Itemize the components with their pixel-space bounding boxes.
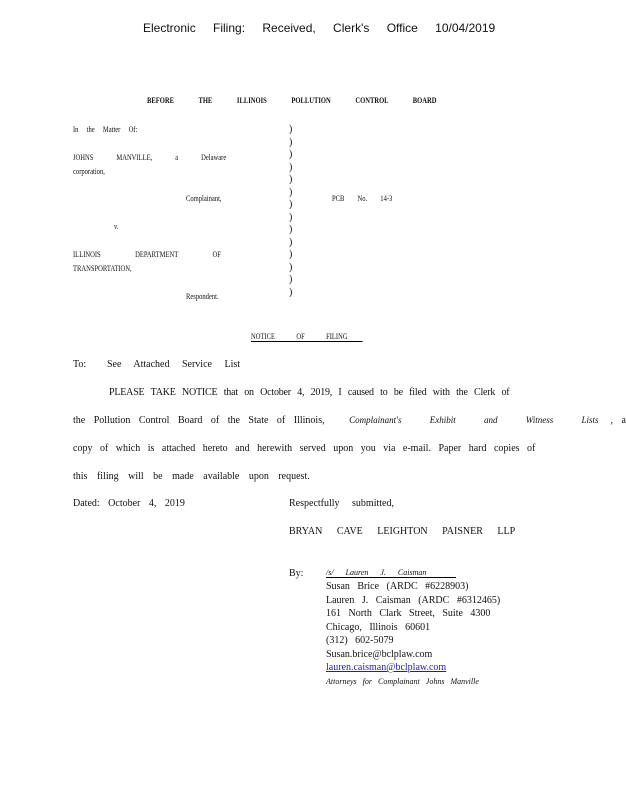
dated-line: Dated: October 4, 2019 (73, 498, 185, 509)
paren: ) (289, 136, 293, 148)
paren: ) (289, 249, 293, 260)
notice-body-line3: copy of which is attached hereto and herewith served upon you via e-mail. Paper hard copies of (73, 443, 536, 454)
attorney-contact-block (326, 580, 500, 688)
complainant-name-line1: JOHNS MANVILLE, a Delaware (73, 153, 227, 162)
in-the-matter: In the Matter Of: (73, 125, 138, 134)
to-value: See Attached Service List (107, 359, 241, 370)
paren: ) (289, 211, 293, 223)
paren: ) (289, 261, 293, 273)
email-line: Susan.brice@bclplaw.com (326, 648, 433, 660)
respondent-name-line2: TRANSPORTATION, (73, 264, 132, 273)
by-label: By: (289, 568, 304, 579)
versus: v. (114, 222, 119, 231)
body-line2-end: , a (610, 415, 626, 426)
filing-stamp: Electronic Filing: Received, Clerk's Office 10/04/2019 (143, 21, 496, 35)
e-signature: /s/ Lauren J. Caisman (326, 568, 456, 578)
email-link[interactable]: lauren.caisman@bclplaw.com (326, 662, 447, 673)
respondent-name-line1: ILLINOIS DEPARTMENT OF (73, 250, 221, 259)
respectfully-submitted: Respectfully submitted, (289, 498, 394, 509)
board-title: BEFORE THE ILLINOIS POLLUTION CONTROL BOARD (147, 96, 437, 105)
body-line2-start: the Pollution Control Board of the State of Illinois, (73, 415, 325, 426)
paren: ) (289, 161, 293, 173)
paren: ) (289, 174, 293, 185)
address-line: 161 North Clark Street, Suite 4300 (326, 608, 491, 619)
paren: ) (289, 274, 293, 285)
law-firm-name: BRYAN CAVE LEIGHTON PAISNER LLP (289, 526, 516, 537)
attorney-line: Lauren J. Caisman (ARDC #6312465) (326, 594, 501, 606)
exhibit-title: Complainant's Exhibit and Witness Lists (349, 415, 599, 425)
notice-body-line2 (73, 415, 626, 426)
respondent-role: Respondent. (186, 292, 219, 301)
complainant-role: Complainant, (186, 194, 222, 203)
paren: ) (289, 236, 293, 248)
paren: ) (289, 199, 293, 210)
notice-title: NOTICE OF FILING (251, 332, 362, 342)
paren: ) (289, 286, 293, 298)
paren: ) (289, 224, 293, 235)
notice-body-line4: this filing will be made available upon request. (73, 471, 310, 482)
city-line: Chicago, Illinois 60601 (326, 621, 431, 633)
complainant-name-line2: corporation, (73, 167, 105, 176)
attorneys-for: Attorneys for Complainant Johns Manville (326, 676, 479, 686)
phone-line: (312) 602-5079 (326, 635, 394, 646)
to-label: To: (73, 359, 87, 370)
case-number: PCB No. 14-3 (332, 194, 393, 203)
paren: ) (289, 186, 293, 198)
caption-paren-column (289, 124, 292, 299)
paren: ) (289, 149, 293, 160)
paren: ) (289, 124, 293, 135)
notice-body-line1: PLEASE TAKE NOTICE that on October 4, 2019, I caused to be filed with the Clerk of (109, 387, 510, 398)
attorney-line: Susan Brice (ARDC #6228903) (326, 581, 469, 592)
